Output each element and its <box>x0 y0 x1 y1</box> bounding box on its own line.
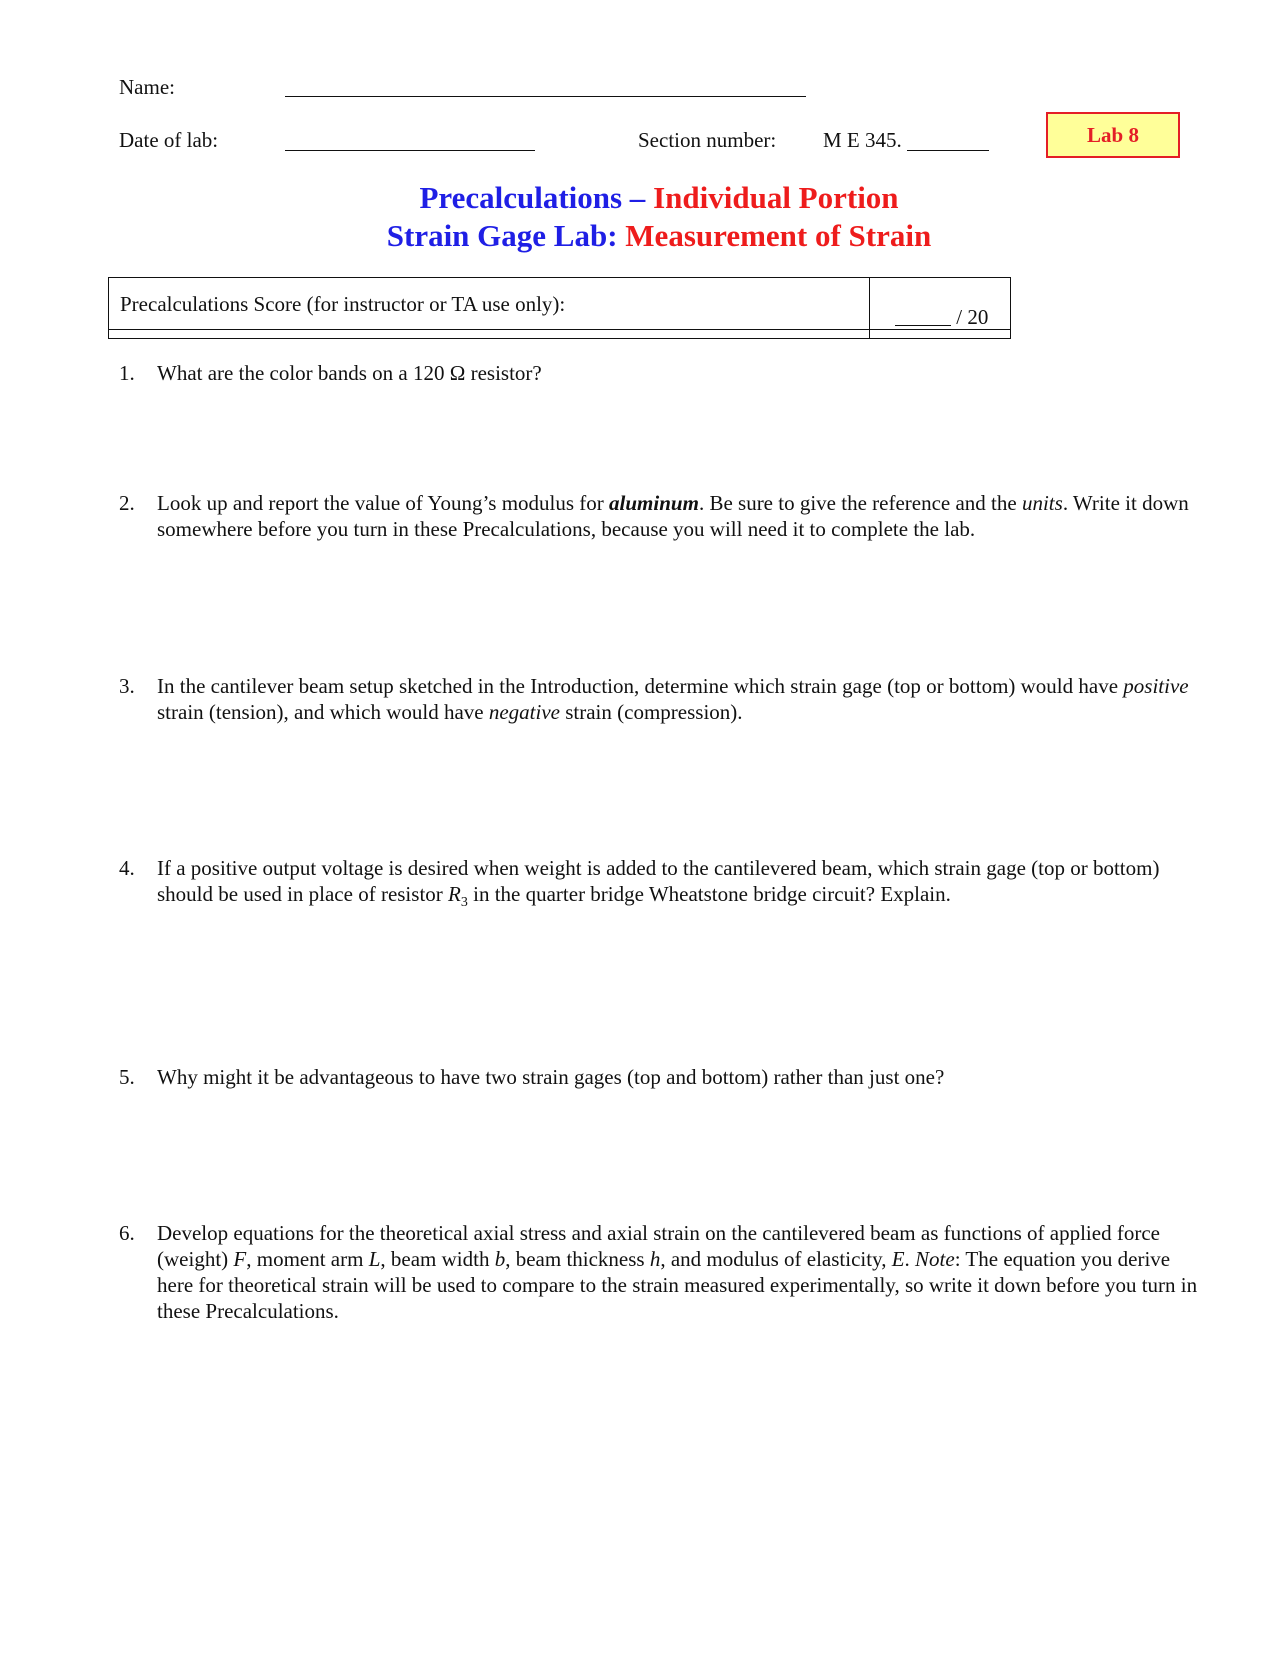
date-label: Date of lab: <box>119 128 219 152</box>
question-1-text: What are the color bands on a 120 Ω resistor? <box>157 361 542 385</box>
question-6 <box>119 1220 1209 1324</box>
question-5-text: Why might it be advantageous to have two strain gages (top and bottom) rather than just one? <box>157 1065 945 1089</box>
question-3 <box>119 673 1209 725</box>
question-4-text: If a positive output voltage is desired when weight is added to the cantilevered beam, which strain gage (top or bottom) should be used in place of resistor $R_3$ in the quarter bridge Wheatstone bridge circuit? Explain. <box>157 856 1160 911</box>
title-line-2-blue: Strain Gage Lab: <box>386 218 626 253</box>
name-label: Name: <box>119 75 175 99</box>
question-4-number: 4. <box>119 856 135 880</box>
question-6-text: Develop equations for the theoretical axial stress and axial strain on the cantilevered beam as functions of applied force (weight) F, moment arm L, beam width b, beam thickness h, and modulus of elasticity, E. Note: The equation you derive here for theoretical strain will be used to compare to the strain measured experimentally, so write it down before you turn in these Precalculations. <box>157 1221 1198 1323</box>
question-6-number: 6. <box>119 1221 135 1245</box>
section-prefix: M E 345. <box>823 128 902 152</box>
question-4 <box>119 855 1209 916</box>
question-2-number: 2. <box>119 491 135 515</box>
question-1 <box>119 360 1209 386</box>
question-5-number: 5. <box>119 1065 135 1089</box>
question-3-number: 3. <box>119 674 135 698</box>
lab-badge: Lab 8 <box>1046 112 1180 158</box>
question-2-text: Look up and report the value of Young’s modulus for aluminum. Be sure to give the reference and the units. Write it down somewhere before you turn in these Precalculations, because you will need it to complete the lab. <box>157 491 1189 541</box>
score-table <box>108 277 1011 339</box>
title-line-1-blue: Precalculations – <box>419 180 654 215</box>
section-field[interactable] <box>907 150 989 151</box>
title-line-1-red: Individual Portion <box>653 180 899 215</box>
question-3-text: In the cantilever beam setup sketched in the Introduction, determine which strain gage (top or bottom) would have positive strain (tension), and which would have negative strain (compression). <box>157 674 1189 724</box>
score-label: Precalculations Score (for instructor or TA use only): <box>120 292 566 316</box>
title-line-2-red: Measurement of Strain <box>625 218 932 253</box>
question-5 <box>119 1064 1209 1090</box>
score-value <box>895 305 988 330</box>
question-1-number: 1. <box>119 361 135 385</box>
score-out-of: / 20 <box>956 305 989 329</box>
title-line-1 <box>0 179 1280 217</box>
section-label: Section number: <box>638 128 777 152</box>
name-field[interactable] <box>285 96 806 97</box>
title-line-2 <box>0 217 1280 255</box>
score-bottom-rule <box>109 329 1010 330</box>
question-2 <box>119 490 1209 542</box>
date-field[interactable] <box>285 150 535 151</box>
score-blank[interactable] <box>895 307 951 326</box>
